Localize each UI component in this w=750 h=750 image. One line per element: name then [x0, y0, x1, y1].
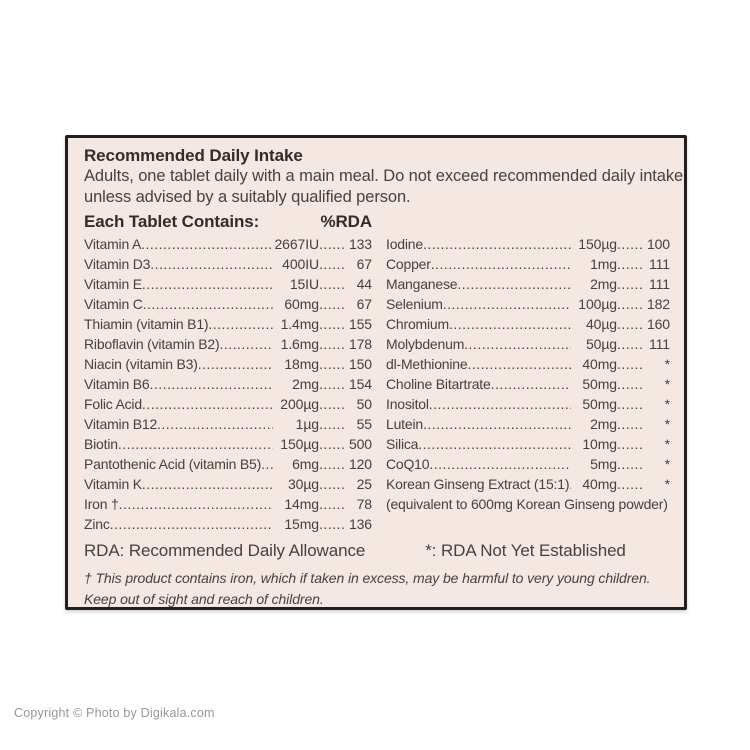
dot-leader: [319, 514, 345, 534]
table-row: [84, 234, 372, 254]
nutrient-name: Korean Ginseng Extract (15:1): [386, 476, 570, 492]
dosage-instructions-line2: unless advised by a suitably qualified person.: [84, 187, 411, 206]
nutrient-name: Pantothenic Acid (vitamin B5): [84, 456, 262, 472]
nutrient-amount: 40µg: [585, 316, 617, 332]
table-row: [386, 254, 670, 274]
table-row: [386, 394, 670, 414]
nutrient-name: Iron †: [84, 496, 119, 512]
dot-leader: [617, 434, 643, 454]
nutrient-amount: 14mg: [284, 496, 319, 512]
nutrient-name: Riboflavin (vitamin B2): [84, 336, 220, 352]
nutrient-name: Vitamin K: [84, 476, 142, 492]
table-row: [386, 454, 670, 474]
dot-leader: [319, 334, 345, 354]
dot-leader: [617, 354, 643, 374]
dot-leader: [491, 374, 571, 394]
nutrient-rda: 133: [348, 236, 372, 252]
dot-leader: [617, 254, 643, 274]
nutrient-name: Folic Acid: [84, 396, 142, 412]
dot-leader: [617, 454, 643, 474]
dot-leader: [319, 414, 345, 434]
dot-leader: [261, 454, 273, 474]
nutrient-name: Molybdenum: [386, 336, 465, 352]
table-row: [386, 274, 670, 294]
table-row: [84, 274, 372, 294]
nutrient-name: Silica: [386, 436, 419, 452]
table-row: [84, 334, 372, 354]
dot-leader: [319, 274, 345, 294]
nutrient-rda: 154: [348, 376, 372, 392]
nutrient-name: Inositol: [386, 396, 429, 412]
table-header: [84, 212, 372, 232]
nutrient-amount: 2mg: [590, 416, 617, 432]
table-row: [84, 314, 372, 334]
table-row: [84, 514, 372, 534]
dot-leader: [319, 254, 345, 274]
dot-leader: [429, 454, 571, 474]
nutrient-amount: 50mg: [582, 376, 617, 392]
table-row: [84, 394, 372, 414]
nutrient-amount: 40mg: [582, 476, 617, 492]
nutrient-name: Selenium: [386, 296, 443, 312]
nutrient-name: Vitamin B12: [84, 416, 158, 432]
nutrient-rda: 55: [356, 416, 372, 432]
table-row: [386, 414, 670, 434]
nutrient-name: Choline Bitartrate: [386, 376, 491, 392]
dot-leader: [319, 494, 345, 514]
dot-leader: [150, 254, 273, 274]
table-note-row: (equivalent to 600mg Korean Ginseng powder): [386, 496, 668, 512]
dot-leader: [157, 414, 273, 434]
dot-leader: [464, 334, 571, 354]
copyright-watermark: Copyright © Photo by Digikala.com: [14, 706, 215, 720]
dot-leader: [617, 294, 643, 314]
dot-leader: [319, 454, 345, 474]
nutrient-rda: *: [664, 436, 670, 452]
dot-leader: [429, 394, 571, 414]
table-row: [84, 294, 372, 314]
nutrient-amount: 5mg: [590, 456, 617, 472]
dot-leader: [423, 414, 571, 434]
nutrient-amount: 1.4mg: [280, 316, 319, 332]
nutrient-rda: 120: [348, 456, 372, 472]
dot-leader: [617, 474, 643, 494]
nutrient-amount: 40mg: [582, 356, 617, 372]
table-header-contains: Each Tablet Contains:: [84, 212, 260, 231]
dot-leader: [617, 234, 643, 254]
nutrient-name: Biotin: [84, 436, 118, 452]
nutrient-rda: 67: [356, 296, 372, 312]
nutrient-amount: 1µg: [295, 416, 319, 432]
nutrient-name: Chromium: [386, 316, 449, 332]
nutrient-name: CoQ10: [386, 456, 430, 472]
dot-leader: [319, 474, 345, 494]
table-row: [84, 434, 372, 454]
dot-leader: [142, 474, 273, 494]
nutrient-amount: 6mg: [292, 456, 319, 472]
dosage-instructions: [84, 166, 684, 207]
nutrient-name: Vitamin C: [84, 296, 143, 312]
dot-leader: [143, 294, 273, 314]
nutrient-amount: 10mg: [582, 436, 617, 452]
nutrient-name: Vitamin A: [84, 236, 142, 252]
nutrient-rda: 160: [646, 316, 670, 332]
dot-leader: [319, 394, 345, 414]
table-row: [84, 254, 372, 274]
nutrient-name: Vitamin B6: [84, 376, 150, 392]
iron-warning-line2: Keep out of sight and reach of children.: [84, 590, 324, 607]
nutrient-amount: 60mg: [284, 296, 319, 312]
dot-leader: [319, 434, 345, 454]
nutrient-rda: 178: [348, 336, 372, 352]
table-row: [84, 354, 372, 374]
nutrient-amount: 15mg: [284, 516, 319, 532]
nutrient-amount: 200µg: [280, 396, 319, 412]
nutrient-column-left: [84, 234, 372, 534]
dot-leader: [443, 294, 571, 314]
iron-warning: [84, 568, 668, 609]
table-row: [84, 374, 372, 394]
nutrient-rda: 111: [649, 256, 670, 272]
table-row: [386, 314, 670, 334]
nutrient-name: Niacin (vitamin B3): [84, 356, 198, 372]
table-row: [386, 354, 670, 374]
table-row: [386, 294, 670, 314]
nutrient-amount: 18mg: [284, 356, 319, 372]
dot-leader: [119, 494, 273, 514]
nutrient-rda: 100: [646, 236, 670, 252]
dot-leader: [142, 274, 273, 294]
nutrient-rda: 78: [356, 496, 372, 512]
nutrient-rda: *: [664, 356, 670, 372]
dot-leader: [319, 354, 345, 374]
nutrient-rda: 136: [348, 516, 372, 532]
nutrient-rda: *: [664, 376, 670, 392]
dot-leader: [431, 254, 571, 274]
dot-leader: [617, 334, 643, 354]
dot-leader: [467, 354, 571, 374]
nutrient-name: Thiamin (vitamin B1): [84, 316, 209, 332]
panel-title: Recommended Daily Intake: [84, 146, 303, 165]
nutrient-name: Lutein: [386, 416, 423, 432]
nutrient-amount: 1.6mg: [280, 336, 319, 352]
nutrient-table: [84, 234, 668, 534]
asterisk-definition: *: RDA Not Yet Established: [425, 541, 626, 560]
nutrient-rda: 25: [356, 476, 372, 492]
nutrient-amount: 2mg: [590, 276, 617, 292]
nutrient-rda: *: [664, 456, 670, 472]
nutrient-name: dl-Methionine: [386, 356, 468, 372]
nutrient-amount: 150µg: [578, 236, 617, 252]
nutrient-rda: *: [664, 416, 670, 432]
iron-warning-line1: † This product contains iron, which if taken in excess, may be harmful to very young children.: [84, 570, 651, 586]
nutrient-amount: 50µg: [585, 336, 617, 352]
nutrient-rda: 50: [356, 396, 372, 412]
dot-leader: [142, 394, 273, 414]
nutrient-rda: 500: [348, 436, 372, 452]
table-row: [84, 474, 372, 494]
nutrient-name: Copper: [386, 256, 431, 272]
nutrient-rda: 111: [649, 336, 670, 352]
nutrient-amount: 30µg: [287, 476, 319, 492]
nutrient-column-right: [386, 234, 670, 534]
supplement-facts-panel: [65, 135, 687, 610]
nutrient-name: Manganese: [386, 276, 458, 292]
dot-leader: [457, 274, 571, 294]
dot-leader: [149, 374, 273, 394]
rda-definition: RDA: Recommended Daily Allowance: [84, 541, 366, 560]
nutrient-name: Vitamin E: [84, 276, 142, 292]
table-row: [84, 494, 372, 514]
table-row: [386, 234, 670, 254]
nutrient-amount: 2667IU: [274, 236, 319, 252]
dot-leader: [617, 274, 643, 294]
nutrient-amount: 1mg: [590, 256, 617, 272]
nutrient-amount: 15IU: [289, 276, 319, 292]
nutrient-rda: 67: [356, 256, 372, 272]
dot-leader: [617, 414, 643, 434]
nutrient-rda: 150: [348, 356, 372, 372]
dot-leader: [617, 314, 643, 334]
dot-leader: [208, 314, 273, 334]
nutrient-amount: 400IU: [282, 256, 319, 272]
dot-leader: [449, 314, 571, 334]
dot-leader: [110, 514, 273, 534]
nutrient-amount: 2mg: [292, 376, 319, 392]
nutrient-name: Vitamin D3: [84, 256, 151, 272]
dot-leader: [617, 394, 643, 414]
nutrient-name: Iodine: [386, 236, 423, 252]
dot-leader: [418, 434, 571, 454]
dot-leader: [198, 354, 273, 374]
dot-leader: [319, 374, 345, 394]
nutrient-rda: 111: [649, 276, 670, 292]
nutrient-amount: 150µg: [280, 436, 319, 452]
nutrient-rda: 44: [356, 276, 372, 292]
nutrient-rda: 182: [646, 296, 670, 312]
table-row: [84, 414, 372, 434]
nutrient-rda: *: [664, 476, 670, 492]
dot-leader: [423, 234, 571, 254]
table-row: [386, 434, 670, 454]
dot-leader: [319, 234, 345, 254]
dot-leader: [118, 434, 273, 454]
dot-leader: [617, 374, 643, 394]
dot-leader: [141, 234, 273, 254]
nutrient-amount: 50mg: [582, 396, 617, 412]
dot-leader: [319, 294, 345, 314]
dot-leader: [319, 314, 345, 334]
dot-leader: [219, 334, 273, 354]
table-row: [386, 334, 670, 354]
table-row: [386, 374, 670, 394]
table-header-rda: %RDA: [320, 212, 372, 231]
nutrient-amount: 100µg: [578, 296, 617, 312]
legend-row: [84, 540, 668, 561]
nutrient-rda: 155: [348, 316, 372, 332]
table-row: [84, 454, 372, 474]
nutrient-rda: *: [664, 396, 670, 412]
nutrient-name: Zinc: [84, 516, 110, 532]
dosage-instructions-line1: Adults, one tablet daily with a main meal. Do not exceed recommended daily intake: [84, 167, 684, 185]
table-row: [386, 474, 670, 494]
